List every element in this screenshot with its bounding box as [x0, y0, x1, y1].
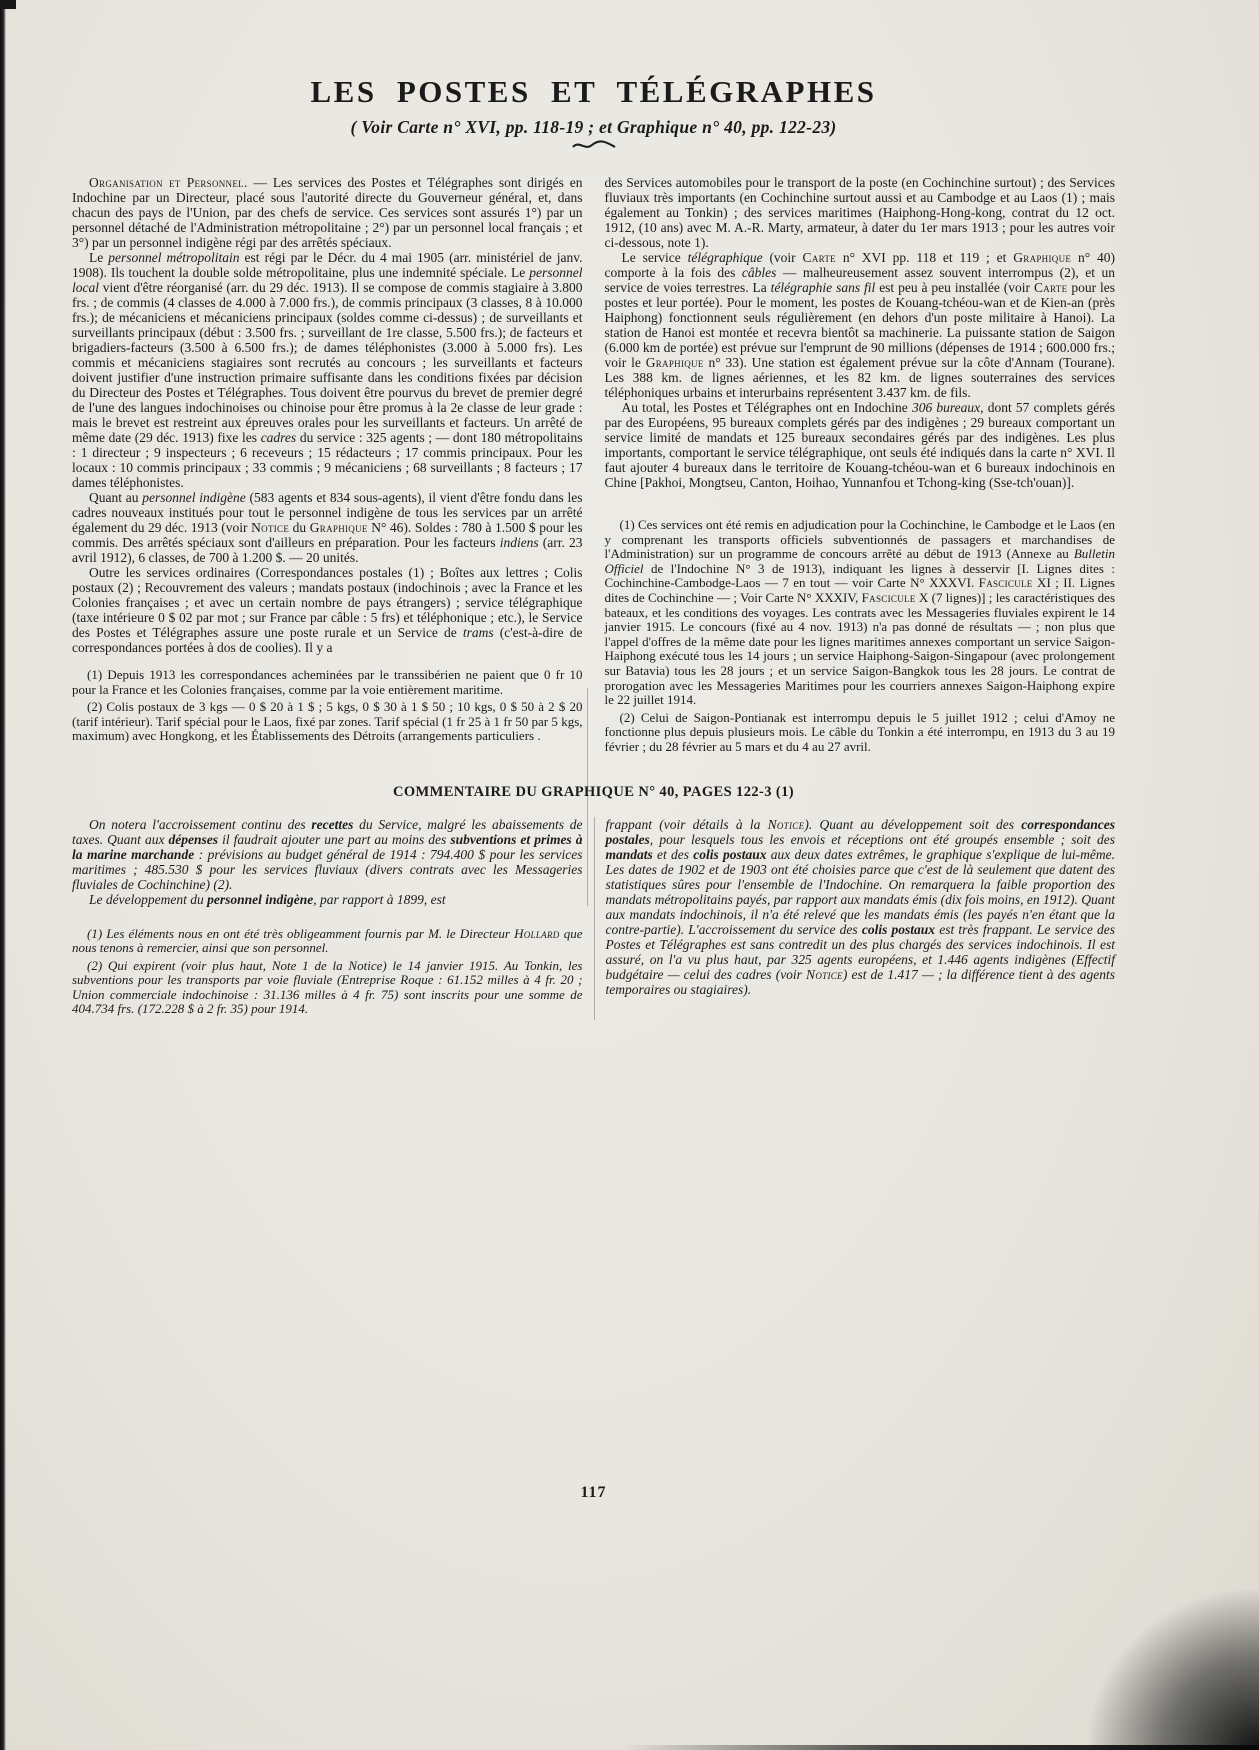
text-run: personnel local [72, 265, 583, 295]
text-run: il faudrait ajouter une part au moins des [218, 831, 451, 847]
text-run: et des [652, 846, 694, 862]
text-run: Notice [251, 520, 290, 535]
text-run: télégraphie sans fil [770, 280, 876, 295]
paragraph [605, 175, 1116, 250]
text-run: n° 33). Une station est également prévue sur la côte d'Annam (Tourane). Les 388 km. de lignes aériennes, et les 82 km. de lignes souterraines des services téléphoniques urbains et interurbains représentent 3.437 km. de fils. [604, 355, 1115, 400]
text-run: , dont 57 complets gérés par des Européens, 95 bureaux complets gérés par des indigènes ; 29 bureaux comportant un service limité de mandats et 125 bureaux secondaires gérés par des indigènes. Les plus importants, comportant le service télégraphique, ont seuls été indiqués dans la carte n° XVI. Il faut ajouter 4 bureaux dans le territoire de Kouang-tchéou-wan et 6 bureaux indochinois en Chine [Pakhoi, Mongtseu, Canton, Hoihao, Yunnanfou et Tchong-king (Sse-tch'ouan)]. [604, 400, 1115, 490]
text-run: X (7 lignes)] ; les caractéristiques des bateaux, et les conditions des voyages. Les contrats avec les Messageries fluviales expirent le 14 janvier 1915. Le concours (fixé au 4 nov. 1913) n'a pas donné de résultats — ; non plus que l'appel d'offres de la même date pour les lignes maritimes annexes comportant un service Saigon-Haiphong exécuté tous les 14 jours ; un service Haiphong-Saigon-Singapour (avec prolongement sur Batavia) tous les 28 jours ; et un service Saigon-Bangkok tous les 28 jours. Le contrat de prorogation avec les Messageries Maritimes pour les courriers annexes Saigon-Haiphong expire le 22 juillet 1914. [604, 589, 1115, 708]
text-run: personnel métropolitain [108, 250, 240, 265]
paragraph [72, 490, 583, 565]
text-run: Quant au [89, 490, 143, 505]
text-run: N° 46). Soldes : 780 à 1.500 $ pour les commis. Des arrêtés spéciaux sont d'ailleurs en préparation. Pour les facteurs [72, 520, 583, 550]
paragraph [605, 400, 1116, 490]
article-right-column [594, 175, 1116, 758]
page-content [72, 0, 1115, 1750]
paragraph [72, 565, 583, 655]
commentary-right-paragraphs [606, 817, 1116, 997]
footnote [605, 518, 1116, 708]
article-left-paragraphs [72, 175, 583, 655]
text-run: (c'est-à-dire de correspondances portées à dos de coolies). Il y a [72, 625, 583, 655]
footnote [72, 668, 583, 697]
text-run: pour les postes et leur portée). Pour le moment, les postes de Kouang-tchéou-wan et de Kien-an (près Haiphong) fonctionnent seuls régulièrement (en dehors d'un poste militaire à Hanoi). La station de Hanoi est montée et recevra bientôt sa machinerie. La puissante station de Saigon (6.000 km de portée) est prévue sur l'emprunt de 90 millions (dépenses de 1914 ; 600.000 frs.; voir le [604, 280, 1115, 370]
text-run: (2) Celui de Saigon-Pontianak est interrompu depuis le 5 juillet 1912 ; celui d'Amoy ne fonctionne plus depuis plusieurs mois. Le câble du Tonkin a été interrompu, en 1913 du 3 au 19 février ; du 28 février au 5 mars et du 4 au 27 avril. [604, 709, 1115, 754]
page-number: 117 [580, 1484, 607, 1501]
scan-corner-artifact-top-left [0, 0, 16, 9]
text-run: est régi par le Décr. du 4 mai 1905 (arr. ministériel de janv. 1908). Ils touchent la double solde métropolitaine, plus une indemnité spéciale. Le [72, 250, 583, 280]
text-run: ) est de 1.417 — ; la différence tient à des agents temporaires ou stagiaires). [605, 966, 1115, 997]
text-run: Le développement du [89, 891, 208, 907]
text-run: subventions et primes à la marine marchande [72, 831, 583, 862]
text-run: correspondances postales [605, 816, 1115, 847]
commentary-left-paragraphs [72, 817, 583, 907]
text-run: n° 40) comporte à la fois des [604, 250, 1115, 280]
text-run: trams [462, 625, 494, 640]
text-run: (1) Ces services ont été remis en adjudication pour la Cochinchine, le Cambodge et le Laos (en y comprenant les transports officiels subventionnés de passagers et marchandises de l'Administration) sur un programme de concours arrêté au début de 1913 (Annexe au [604, 517, 1115, 562]
text-run: personnel indigène [142, 490, 246, 505]
text-run: Notice [806, 966, 843, 982]
text-run: Graphique [1013, 250, 1072, 265]
paragraph [72, 250, 583, 490]
text-run: du Service, malgré les abaissements de taxes. Quant aux [72, 816, 583, 847]
text-run: (2) Colis postaux de 3 kgs — 0 $ 20 à 1 $ ; 5 kgs, 0 $ 30 à 1 $ 50 ; 10 kgs, 0 $ 50 à 2 $ 20 (tarif intérieur). Tarif spécial pour le Laos, fixé par zones. Tarif spécial (1 fr 25 à 1 fr 50 par 5 kgs, maximum) avec Hongkong, et les Établissements des Détroits (arrangements particuliers . [72, 699, 583, 744]
text-run: Carte [802, 250, 836, 265]
footnote [72, 700, 583, 744]
paragraph [72, 892, 583, 907]
text-run: (1) Les éléments nous en ont été très obligeamment fournis par M. le Directeur [87, 925, 515, 941]
text-run: Hollard [514, 925, 560, 941]
text-run: est peu à peu installée (voir [875, 280, 1034, 295]
text-run: cadres [260, 430, 297, 445]
text-run: Outre les services ordinaires (Correspondances postales (1) ; Boîtes aux lettres ; Colis postaux (2) ; Recouvrement des valeurs ; mandats postaux (indochinois ; avec la France et les Colonies françaises ; et avec un certain nombre de pays étrangers) ; service télégraphique (taxe intérieure 0 $ 02 par mot ; sur France par câble : 5 frs) et téléphonique ; etc.), le Service des Postes et Télégraphes assure une poste rurale et un Service de [72, 565, 583, 640]
footnote [72, 959, 583, 1017]
article-left-footnotes [72, 668, 583, 744]
text-run: recettes [311, 816, 354, 832]
text-run: colis postaux [861, 921, 936, 937]
text-run: , par rapport à 1899, est [313, 891, 446, 907]
text-run: du service : 325 agents ; — dont 180 métropolitains : 1 directeur ; 9 inspecteurs ; 6 receveurs ; 15 rédacteurs ; 17 commis principaux. Pour les locaux : 10 commis principaux ; 33 commis ; 9 mécaniciens ; 68 surveillants ; 8 facteurs ; 17 dames téléphonistes. [72, 430, 583, 490]
text-run: frappant (voir détails à la [605, 816, 768, 832]
paragraph [606, 817, 1116, 997]
text-run: — malheureusement assez souvent interrompus (2), et un service de voies terrestres. La [604, 265, 1115, 295]
footnote [605, 711, 1116, 755]
text-run: (2) Qui expirent (voir plus haut, Note 1 de la Notice) le 14 janvier 1915. Au Tonkin, les subventions pour les transports par voie fluviale (Entreprise Roque : 61.152 milles à 4 fr. 20 ; Union commerciale indochinoise : 31.136 milles à 4 fr. 75) sont inscrits pour une somme de 404.734 frs. (172.228 $ à 2 fr. 35) pour 1914. [72, 957, 583, 1017]
text-run: télégraphique [687, 250, 763, 265]
header-ornament-icon [72, 139, 1115, 155]
text-run: Graphique [309, 520, 368, 535]
text-run: aux deux dates extrêmes, le graphique s'explique de lui-même. Les dates de 1902 et de 1903 ont été choisies parce que c'est de là seulement que datent des statistiques sûres pour l'ensemble de l'Indochine. On remarquera la faible proportion des mandats métropolitains payés, par rapport aux mandats émis (dix fois moins, en 1912). Quant aux mandats indochinois, il n'a été relevé que les mandats émis (les payés n'en étant que la contre-partie). L'accroissement du service des [605, 846, 1115, 937]
text-run: Fascicule [978, 575, 1033, 591]
text-run: 306 bureaux [911, 400, 981, 415]
text-run: XI ; II. Lignes dites de Cochinchine — ; Voir Carte N° XXXIV, [604, 575, 1115, 605]
text-run: que nous tenons à remercier, ainsi que son personnel. [72, 925, 583, 956]
text-run: On notera l'accroissement continu des [89, 816, 312, 832]
paragraph [605, 250, 1116, 400]
page-title: LES POSTES ET TÉLÉGRAPHES [310, 74, 877, 109]
footnote [72, 927, 583, 956]
text-run: de l'Indochine N° 3 de 1913), indiquant les lignes à desservir [I. Lignes dites : Cochinchine-Cambodge-Laos — 7 en tout — voir Carte N° XXXVI. [604, 560, 1115, 591]
text-run: Organisation et Personnel. [89, 175, 248, 190]
text-run: : prévisions au budget général de 1914 : 794.400 $ pour les services maritimes ; 485.530 $ pour les services fluviaux (divers contrats avec les Messageries fluviales de Cochinchine) (2). [72, 846, 583, 892]
text-run: mandats [605, 846, 653, 862]
commentary-left-column [72, 817, 594, 1021]
commentary-heading: COMMENTAIRE DU GRAPHIQUE N° 40, PAGES 122-3 (1) [392, 783, 795, 800]
text-run: Au total, les Postes et Télégraphes ont en Indochine [621, 400, 912, 415]
scan-edge-artifact-left [0, 0, 6, 1750]
text-run: Graphique [645, 355, 704, 370]
text-run: personnel indigène [207, 891, 314, 907]
text-run: Fascicule [861, 589, 916, 605]
text-run: n° XVI pp. 118 et 119 ; et [835, 250, 1014, 265]
text-run: Notice [767, 816, 805, 832]
text-run: colis postaux [693, 846, 767, 862]
page-subtitle: ( Voir Carte n° XVI, pp. 118-19 ; et Graphique n° 40, pp. 122-23) [350, 117, 837, 137]
paragraph [72, 817, 583, 892]
commentary-section [72, 817, 1115, 1021]
text-run: indiens [499, 535, 539, 550]
text-run: — Les services des Postes et Télégraphes sont dirigés en Indochine par un Directeur, placé sous l'autorité directe du Gouverneur général, et, dans chacun des pays de l'Union, par des chefs de service. Ces services sont assurés 1°) par un personnel détaché de l'Administration métropolitaine ; 2°) par un personnel local français ; et 3°) par un personnel indigène régi par des arrêtés spéciaux. [72, 175, 583, 250]
text-run: (1) Depuis 1913 les correspondances acheminées par le transsibérien ne paient que 0 fr 10 pour la France et les Colonies françaises, comme par la voie entièrement maritime. [72, 667, 583, 697]
text-run: Le service [621, 250, 688, 265]
page-header [72, 0, 1115, 155]
commentary-left-footnotes [72, 927, 583, 1018]
text-run: dépenses [168, 831, 219, 847]
text-run: (583 agents et 834 sous-agents), il vient d'être fondu dans les cadres nouveaux institués pour tout le personnel indigène de tous les services par un arrêté également du 29 déc. 1913 (voir [72, 490, 583, 535]
text-run: câbles [741, 265, 777, 280]
text-run: vient d'être réorganisé (arr. du 29 déc. 1913). Il se compose de commis stagiaire à 3.800 frs. ; de commis (4 classes de 4.000 à 7.000 frs.), de commis principaux (3 classes, 8 à 10.000 frs.); de mécaniciens et mécaniciens principaux (soldes comme ci-dessus) ; de surveillants et surveillants principaux (début : 3.500 frs. ; surveillant de 1re classe, 5.500 frs.); de facteurs et brigadiers-facteurs (3.500 à 6.500 frs.); de dames téléphonistes (3.000 à 5.000 frs). Les commis et mécaniciens stagiaires sont recrutés au concours ; les surveillants et facteurs doivent justifier d'une instruction primaire suffisante dans les conditions fixées par décision du Directeur des Postes et Télégraphes. Tous doivent être pourvus du brevet de premier degré de l'une des langues indochinoises ou chinoise pour être promus à la 2e classe de leur grade : mais le brevet est restreint aux épreuves orales pour les surveillants et facteurs. Un arrêté de même date (29 déc. 1913) fixe les [72, 280, 583, 445]
text-run: est très frappant. Le service des Postes et Télégraphes est sans contredit un des plus chargés des services indochinois. Il est assuré, on l'a vu plus haut, par 325 agents européens, et 1.446 agents indigènes (Effectif budgétaire — celui des cadres (voir [605, 921, 1115, 982]
text-run: Carte [1033, 280, 1068, 295]
scan-edge-artifact-bottom [619, 1745, 1259, 1750]
commentary-right-column [594, 817, 1116, 1021]
paragraph [72, 175, 583, 250]
scan-corner-artifact-bottom-right [1089, 1590, 1259, 1750]
article-right-footnotes [605, 518, 1116, 755]
text-run: Le [89, 250, 109, 265]
scan-column-rule-artifact [587, 688, 588, 906]
text-run: (voir [762, 250, 803, 265]
text-run: des Services automobiles pour le transport de la poste (en Cochinchine surtout) ; des Services fluviaux très importants (en Cochinchine surtout aussi et au Cambodge et au Laos (1) ; mais également au Tonkin) ; des services maritimes (Haiphong-Hong-kong, contrat du 12 oct. 1912, (10 ans) avec M. A.-R. Marty, armateur, à dater du 1er mars 1913 ; pour les autres voir ci-dessous, note 1). [604, 175, 1115, 250]
text-run: , pour lesquels tous les envois et réceptions ont été groupés ensemble ; soit des [649, 831, 1115, 847]
text-run: Bulletin Officiel [604, 546, 1115, 576]
text-run: (arr. 23 avril 1912), 6 classes, de 700 à 1.200 $. — 20 unités. [72, 535, 583, 565]
text-run: ). Quant au développement soit des [804, 816, 1022, 832]
article-right-paragraphs [605, 175, 1116, 490]
article-left-column [72, 175, 594, 758]
article-section [72, 175, 1115, 758]
text-run: du [289, 520, 310, 535]
